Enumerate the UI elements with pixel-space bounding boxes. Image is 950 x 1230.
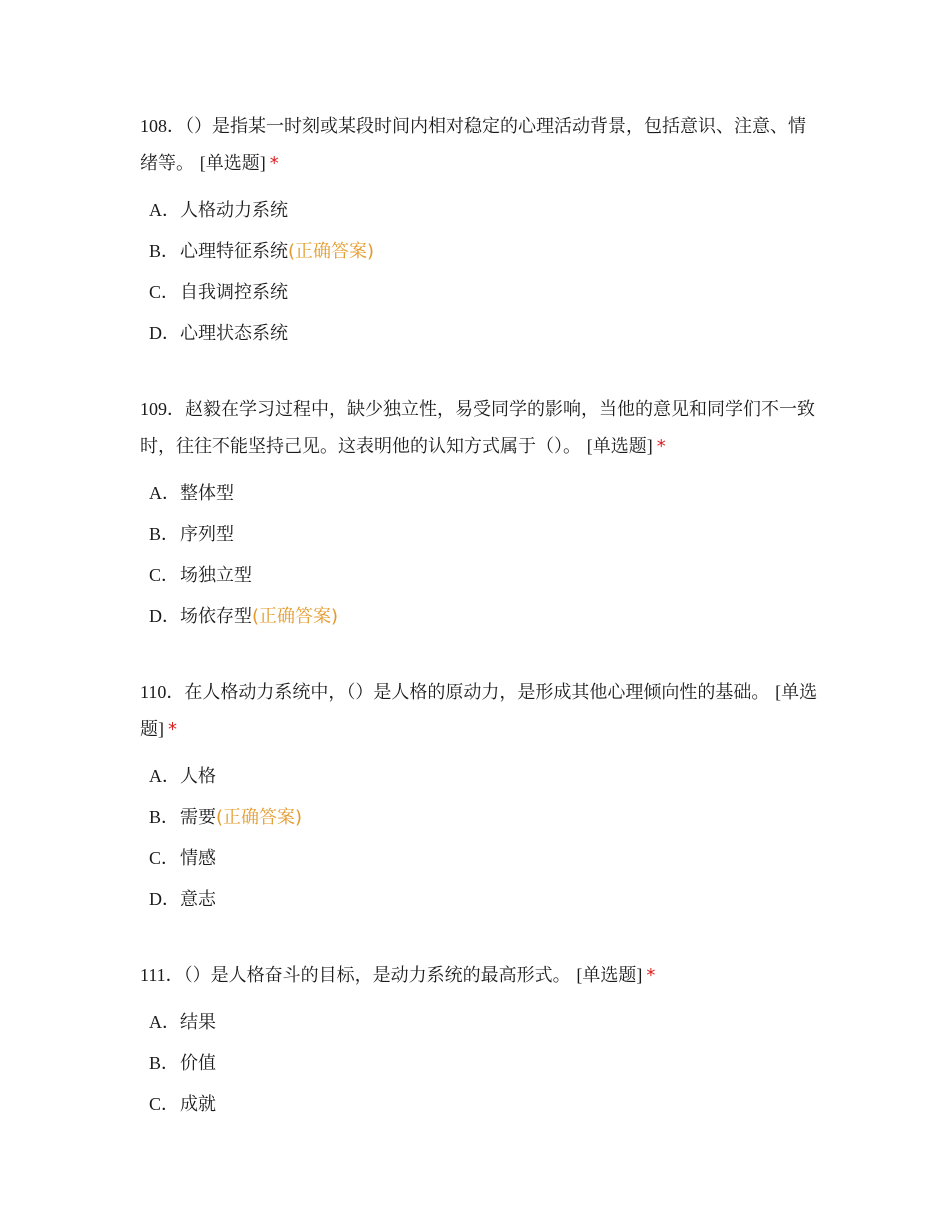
question-number: 111．	[140, 965, 184, 985]
option-d	[140, 596, 820, 637]
option-letter: A．	[149, 200, 180, 220]
option-letter: D．	[149, 606, 180, 626]
question-110	[140, 674, 820, 920]
option-b	[140, 231, 820, 272]
question-text: 赵毅在学习过程中，缺少独立性，易受同学的影响，当他的意见和同学们不一致时，往往不能坚持己见。这表明他的认知方式属于（）。	[140, 399, 815, 457]
option-b	[140, 1043, 820, 1084]
question-type-label: [单选题]	[576, 965, 643, 985]
option-text: 整体型	[180, 483, 234, 504]
option-a	[140, 756, 820, 797]
option-text: 场独立型	[180, 565, 252, 586]
option-text: 价值	[180, 1053, 216, 1074]
required-mark: *	[656, 436, 666, 457]
question-type-label: [单选题]	[199, 153, 266, 173]
option-text: 序列型	[180, 524, 234, 545]
question-text: （）是人格奋斗的目标，是动力系统的最高形式。	[183, 965, 571, 986]
option-letter: C．	[149, 1094, 180, 1114]
option-text: 需要	[180, 807, 216, 828]
option-text: 心理状态系统	[180, 323, 288, 344]
option-letter: A．	[149, 483, 180, 503]
question-108	[140, 108, 820, 354]
option-letter: A．	[149, 1012, 180, 1032]
correct-answer-tag: (正确答案)	[252, 606, 339, 627]
option-a	[140, 1002, 820, 1043]
option-a	[140, 473, 820, 514]
question-stem	[140, 674, 820, 748]
option-list	[140, 1002, 820, 1125]
option-letter: C．	[149, 565, 180, 585]
option-letter: D．	[149, 889, 180, 909]
correct-answer-tag: (正确答案)	[288, 241, 375, 262]
option-text: 自我调控系统	[180, 282, 288, 303]
option-c	[140, 1084, 820, 1125]
option-c	[140, 838, 820, 879]
option-letter: D．	[149, 323, 180, 343]
option-c	[140, 555, 820, 596]
option-text: 人格动力系统	[180, 200, 288, 221]
option-list	[140, 190, 820, 354]
question-number: 108．	[140, 116, 185, 136]
question-text: （）是指某一时刻或某段时间内相对稳定的心理活动背景，包括意识、注意、情绪等。	[140, 116, 806, 174]
option-text: 成就	[180, 1094, 216, 1115]
question-text: 在人格动力系统中，（）是人格的原动力，是形成其他心理倾向性的基础。	[184, 682, 770, 703]
option-d	[140, 313, 820, 354]
question-number: 110．	[140, 682, 185, 702]
option-a	[140, 190, 820, 231]
correct-answer-tag: (正确答案)	[216, 807, 303, 828]
question-109	[140, 391, 820, 637]
question-type-label: [单选题]	[140, 682, 818, 739]
required-mark: *	[168, 719, 177, 740]
option-d	[140, 879, 820, 920]
option-letter: B．	[149, 241, 180, 261]
option-letter: C．	[149, 282, 180, 302]
option-text: 意志	[180, 889, 216, 910]
question-stem	[140, 391, 820, 465]
option-letter: B．	[149, 524, 180, 544]
question-stem	[140, 957, 820, 994]
quiz-page	[140, 108, 820, 1162]
option-letter: B．	[149, 1053, 180, 1073]
question-stem	[140, 108, 820, 182]
option-letter: B．	[149, 807, 180, 827]
required-mark: *	[269, 153, 279, 174]
option-text: 情感	[180, 848, 216, 869]
option-list	[140, 473, 820, 637]
question-number: 109．	[140, 399, 185, 419]
question-111	[140, 957, 820, 1125]
option-text: 人格	[180, 766, 216, 787]
option-list	[140, 756, 820, 920]
required-mark: *	[646, 965, 656, 986]
question-type-label: [单选题]	[586, 436, 653, 456]
option-text: 场依存型	[180, 606, 252, 627]
option-text: 心理特征系统	[180, 241, 288, 262]
option-letter: A．	[149, 766, 180, 786]
option-b	[140, 797, 820, 838]
option-letter: C．	[149, 848, 180, 868]
option-text: 结果	[180, 1012, 216, 1033]
option-c	[140, 272, 820, 313]
option-b	[140, 514, 820, 555]
